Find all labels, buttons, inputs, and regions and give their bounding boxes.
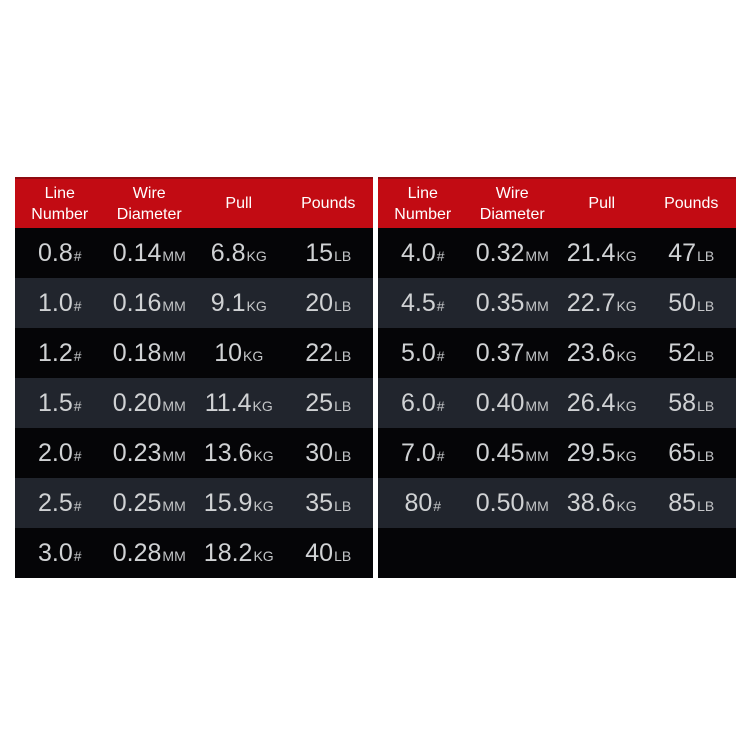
cell-unit: # xyxy=(436,348,445,364)
header-line-number xyxy=(378,179,468,228)
cell-unit: # xyxy=(73,248,82,264)
cell-value: 25 xyxy=(305,389,334,417)
cell-value: 85 xyxy=(668,489,697,517)
cell-value: 18.2 xyxy=(203,539,253,567)
cell-unit: MM xyxy=(162,248,186,264)
cell-unit: MM xyxy=(162,398,186,414)
cell-value: 20 xyxy=(305,289,334,317)
cell-unit: KG xyxy=(616,498,637,514)
cell-value: 40 xyxy=(305,539,334,567)
cell-value: 23.6 xyxy=(566,339,616,367)
cell-wire-diameter xyxy=(105,328,195,378)
cell-value: 4.5 xyxy=(400,289,436,317)
cell-value: 38.6 xyxy=(566,489,616,517)
cell-unit: # xyxy=(433,498,442,514)
cell-value: 2.0 xyxy=(37,439,73,467)
cell-unit: KG xyxy=(253,448,274,464)
cell-pull xyxy=(557,228,647,278)
cell-pounds xyxy=(284,278,374,328)
cell-pull xyxy=(194,378,284,428)
cell-wire-diameter xyxy=(105,428,195,478)
header-label: Pounds xyxy=(664,195,719,212)
cell-pounds xyxy=(647,278,737,328)
cell-pounds xyxy=(647,478,737,528)
cell-pull xyxy=(557,378,647,428)
cell-line-number xyxy=(15,228,105,278)
cell-value: 11.4 xyxy=(204,389,252,417)
table-row xyxy=(378,428,736,478)
cell-unit: # xyxy=(73,448,82,464)
cell-value: 0.18 xyxy=(112,339,162,367)
cell-unit: LB xyxy=(697,248,715,264)
cell-value: 21.4 xyxy=(566,239,616,267)
table-row xyxy=(15,428,373,478)
cell-value: 0.35 xyxy=(475,289,525,317)
cell-unit: # xyxy=(436,298,445,314)
cell-unit: MM xyxy=(162,348,186,364)
cell-unit: LB xyxy=(334,448,352,464)
table-row xyxy=(378,378,736,428)
header-label: Diameter xyxy=(116,205,182,223)
cell-value: 1.5 xyxy=(37,389,73,417)
header-pounds xyxy=(647,179,737,228)
cell-value: 50 xyxy=(668,289,697,317)
cell-unit: KG xyxy=(253,548,274,564)
header-wire-diameter xyxy=(105,179,195,228)
cell-value: 0.20 xyxy=(112,389,162,417)
cell-pounds xyxy=(647,428,737,478)
cell-unit: MM xyxy=(525,348,549,364)
cell-wire-diameter xyxy=(105,278,195,328)
cell-value: 0.14 xyxy=(112,239,162,267)
cell-wire-diameter xyxy=(468,228,558,278)
cell-pull xyxy=(557,278,647,328)
header-wire-diameter xyxy=(468,179,558,228)
cell-unit: LB xyxy=(334,348,352,364)
cell-pounds xyxy=(284,428,374,478)
cell-line-number xyxy=(378,428,468,478)
cell-line-number xyxy=(15,428,105,478)
cell-value: 6.0 xyxy=(400,389,436,417)
table-row xyxy=(378,478,736,528)
cell-wire-diameter xyxy=(105,528,195,578)
cell-unit: MM xyxy=(162,298,186,314)
cell-wire-diameter xyxy=(468,428,558,478)
cell-pounds xyxy=(284,378,374,428)
cell-value: 0.25 xyxy=(112,489,162,517)
cell-line-number xyxy=(15,528,105,578)
cell-unit: MM xyxy=(162,498,186,514)
cell-unit: # xyxy=(73,548,82,564)
table-body-left xyxy=(15,228,373,578)
table-row xyxy=(15,228,373,278)
cell-pull xyxy=(557,428,647,478)
cell-value: 4.0 xyxy=(400,239,436,267)
cell-pounds xyxy=(647,228,737,278)
header-label: Pounds xyxy=(301,195,356,212)
header-label: Number xyxy=(31,205,89,223)
cell-value: 65 xyxy=(668,439,697,467)
cell-unit: KG xyxy=(616,398,637,414)
cell-line-number xyxy=(378,228,468,278)
cell-unit: KG xyxy=(253,498,274,514)
cell-value: 47 xyxy=(668,239,697,267)
cell-value: 1.0 xyxy=(37,289,73,317)
cell-unit: # xyxy=(436,448,445,464)
header-label: Wire xyxy=(495,184,529,202)
cell-value: 0.37 xyxy=(475,339,525,367)
cell-value: 6.8 xyxy=(210,239,246,267)
cell-value: 26.4 xyxy=(566,389,616,417)
cell-pull xyxy=(194,228,284,278)
table-row xyxy=(378,328,736,378)
cell-value: 58 xyxy=(668,389,697,417)
cell-unit: KG xyxy=(246,248,267,264)
cell-unit: # xyxy=(73,498,82,514)
cell-value: 0.28 xyxy=(112,539,162,567)
cell-pounds xyxy=(284,328,374,378)
cell-wire-diameter xyxy=(468,328,558,378)
cell-wire-diameter xyxy=(105,228,195,278)
cell-value: 0.45 xyxy=(475,439,525,467)
table-header xyxy=(15,177,373,228)
cell-pounds xyxy=(284,228,374,278)
cell-unit: KG xyxy=(252,398,273,414)
cell-unit: LB xyxy=(334,398,352,414)
cell-value: 3.0 xyxy=(37,539,73,567)
cell-value: 5.0 xyxy=(400,339,436,367)
cell-unit: MM xyxy=(525,448,549,464)
cell-pounds xyxy=(647,378,737,428)
cell-value: 22.7 xyxy=(566,289,616,317)
header-pull xyxy=(557,179,647,228)
cell-value: 0.32 xyxy=(475,239,525,267)
cell-pull xyxy=(194,278,284,328)
cell-value: 9.1 xyxy=(210,289,246,317)
cell-wire-diameter xyxy=(105,378,195,428)
cell-value: 13.6 xyxy=(203,439,253,467)
table-row xyxy=(378,228,736,278)
cell-line-number xyxy=(15,378,105,428)
cell-unit: KG xyxy=(616,298,637,314)
table-row xyxy=(15,378,373,428)
cell-pounds xyxy=(284,528,374,578)
cell-pull xyxy=(557,328,647,378)
table-row xyxy=(15,328,373,378)
cell-line-number xyxy=(15,478,105,528)
cell-pull xyxy=(194,428,284,478)
cell-unit: LB xyxy=(697,448,715,464)
cell-unit: # xyxy=(436,248,445,264)
cell-wire-diameter xyxy=(468,478,558,528)
cell-value: 10 xyxy=(214,339,243,367)
table-row xyxy=(15,478,373,528)
cell-pull xyxy=(557,528,647,578)
cell-unit: LB xyxy=(334,298,352,314)
cell-value: 2.5 xyxy=(37,489,73,517)
cell-line-number xyxy=(378,328,468,378)
cell-unit: LB xyxy=(697,348,715,364)
cell-unit: LB xyxy=(334,548,352,564)
cell-value: 0.40 xyxy=(475,389,525,417)
cell-wire-diameter xyxy=(105,478,195,528)
cell-pull xyxy=(194,528,284,578)
cell-unit: KG xyxy=(616,348,637,364)
cell-value: 22 xyxy=(305,339,334,367)
cell-line-number xyxy=(15,278,105,328)
cell-line-number xyxy=(378,278,468,328)
cell-value: 0.8 xyxy=(37,239,73,267)
cell-line-number xyxy=(378,528,468,578)
cell-unit: LB xyxy=(334,248,352,264)
cell-pull xyxy=(194,328,284,378)
cell-value: 7.0 xyxy=(400,439,436,467)
cell-unit: # xyxy=(73,398,82,414)
cell-wire-diameter xyxy=(468,278,558,328)
cell-unit: LB xyxy=(697,298,715,314)
cell-unit: MM xyxy=(525,298,549,314)
cell-pull xyxy=(194,478,284,528)
header-pull xyxy=(194,179,284,228)
cell-line-number xyxy=(378,378,468,428)
cell-pounds xyxy=(647,528,737,578)
header-label: Wire xyxy=(132,184,166,202)
cell-value: 0.50 xyxy=(475,489,525,517)
cell-unit: KG xyxy=(616,248,637,264)
cell-line-number xyxy=(378,478,468,528)
cell-value: 35 xyxy=(305,489,334,517)
header-label: Pull xyxy=(588,195,616,212)
cell-wire-diameter xyxy=(468,378,558,428)
cell-unit: MM xyxy=(525,498,549,514)
cell-unit: LB xyxy=(697,498,715,514)
header-label: Line xyxy=(44,184,75,202)
cell-unit: KG xyxy=(243,348,264,364)
cell-line-number xyxy=(15,328,105,378)
cell-wire-diameter xyxy=(468,528,558,578)
cell-value: 15 xyxy=(305,239,334,267)
cell-unit: # xyxy=(436,398,445,414)
header-label: Diameter xyxy=(479,205,545,223)
header-pounds xyxy=(284,179,374,228)
cell-unit: MM xyxy=(525,398,549,414)
cell-unit: LB xyxy=(334,498,352,514)
cell-value: 29.5 xyxy=(566,439,616,467)
cell-unit: MM xyxy=(525,248,549,264)
cell-unit: # xyxy=(73,348,82,364)
cell-value: 0.16 xyxy=(112,289,162,317)
cell-unit: MM xyxy=(162,448,186,464)
cell-pounds xyxy=(647,328,737,378)
table-row xyxy=(15,278,373,328)
header-line-number xyxy=(15,179,105,228)
table-row xyxy=(378,528,736,578)
cell-pull xyxy=(557,478,647,528)
spec-table-right xyxy=(378,177,736,578)
table-body-right xyxy=(378,228,736,578)
table-row xyxy=(378,278,736,328)
cell-unit: # xyxy=(73,298,82,314)
cell-unit: KG xyxy=(246,298,267,314)
table-row xyxy=(15,528,373,578)
header-label: Line xyxy=(407,184,438,202)
cell-value: 30 xyxy=(305,439,334,467)
cell-value: 80 xyxy=(404,489,433,517)
cell-value: 1.2 xyxy=(37,339,73,367)
cell-value: 0.23 xyxy=(112,439,162,467)
header-label: Pull xyxy=(225,195,253,212)
cell-unit: LB xyxy=(697,398,715,414)
spec-tables xyxy=(15,177,736,578)
cell-value: 15.9 xyxy=(203,489,253,517)
table-header xyxy=(378,177,736,228)
cell-pounds xyxy=(284,478,374,528)
cell-value: 52 xyxy=(668,339,697,367)
header-label: Number xyxy=(394,205,452,223)
cell-unit: KG xyxy=(616,448,637,464)
cell-unit: MM xyxy=(162,548,186,564)
spec-table-left xyxy=(15,177,373,578)
